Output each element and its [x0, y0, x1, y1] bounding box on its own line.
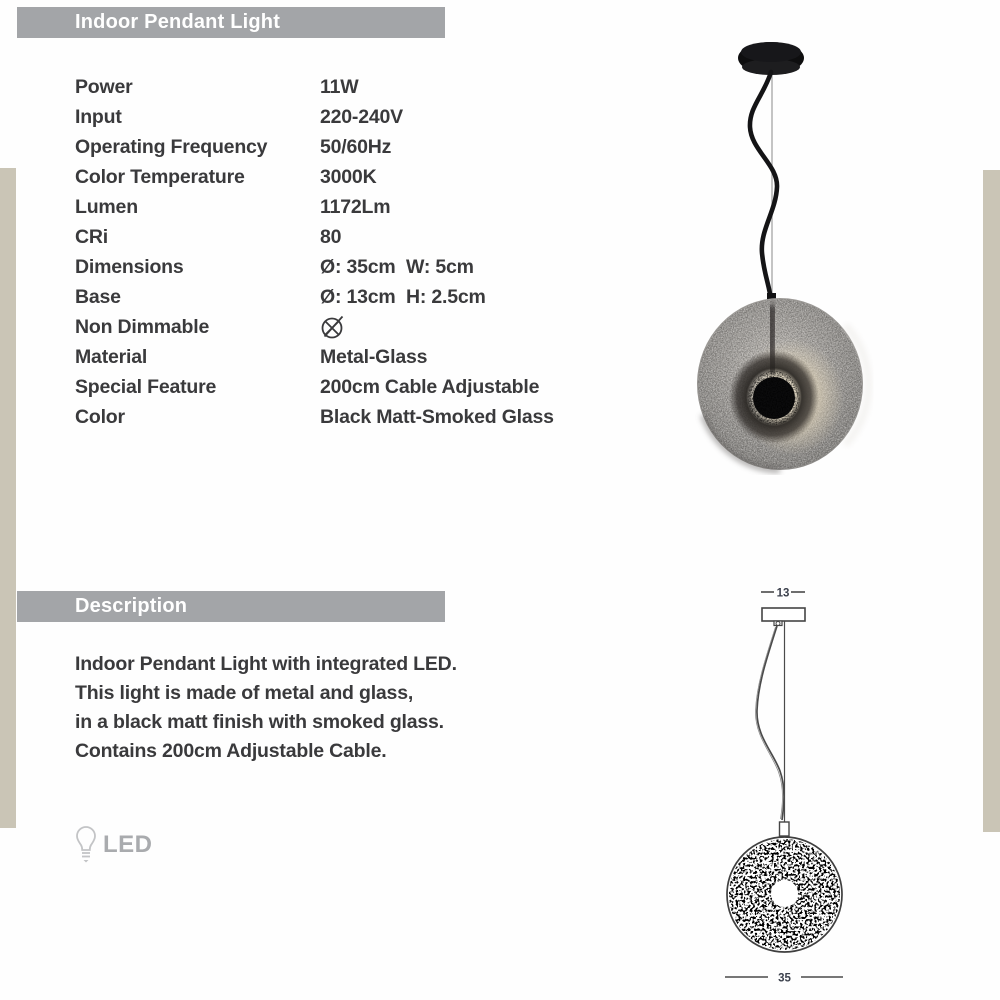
page-title: Indoor Pendant Light — [75, 11, 281, 33]
table-row — [75, 192, 595, 222]
led-badge — [75, 824, 153, 866]
led-label: LED — [103, 831, 153, 858]
spec-value: Metal-Glass — [320, 345, 428, 368]
product-title-bar — [17, 7, 445, 38]
spec-label: Operating Frequency — [75, 135, 268, 158]
table-row — [75, 72, 595, 102]
spec-value: 50/60Hz — [320, 135, 392, 158]
spec-label: Color Temperature — [75, 165, 245, 188]
table-row — [75, 342, 595, 372]
description-title-bar — [17, 591, 445, 622]
description-title: Description — [75, 595, 188, 617]
table-row — [75, 402, 595, 432]
spec-value — [320, 313, 346, 341]
spec-value: 200cm Cable Adjustable — [320, 375, 540, 398]
spec-label: Lumen — [75, 195, 138, 218]
power-cable — [750, 72, 777, 301]
spec-value: 1172Lm — [320, 195, 391, 218]
non-dimmable-icon — [320, 313, 346, 341]
canopy-width-dimension — [761, 588, 805, 600]
spec-value: 3000K — [320, 165, 377, 188]
drawing-disc — [727, 837, 842, 952]
spec-value: 11W — [320, 75, 359, 98]
table-row — [75, 102, 595, 132]
shade-diameter-dimension — [725, 973, 843, 985]
table-row — [75, 372, 595, 402]
spec-label: Input — [75, 105, 122, 128]
spec-value: Ø: 13cm H: 2.5cm — [320, 285, 486, 308]
dimension-drawing — [660, 560, 1000, 1000]
spec-label: Non Dimmable — [75, 315, 210, 338]
description-body — [75, 650, 495, 766]
glass-disc-shade — [697, 298, 869, 470]
table-row — [75, 312, 595, 342]
drawing-connector — [780, 822, 790, 836]
table-row — [75, 162, 595, 192]
spec-label: Dimensions — [75, 255, 184, 278]
spec-table — [75, 72, 595, 432]
left-edge-strip — [0, 168, 16, 828]
drawing-canopy — [762, 608, 805, 626]
spec-value: Black Matt-Smoked Glass — [320, 405, 554, 428]
spec-label: Special Feature — [75, 375, 217, 398]
description-line: in a black matt finish with smoked glass. — [75, 711, 444, 733]
spec-label: Material — [75, 345, 148, 368]
bulb-icon — [75, 824, 97, 866]
spec-label: Base — [75, 285, 121, 308]
canopy-width-label: 13 — [776, 587, 790, 600]
description-line: Contains 200cm Adjustable Cable. — [75, 740, 387, 762]
table-row — [75, 222, 595, 252]
description-line: Indoor Pendant Light with integrated LED. — [75, 653, 457, 675]
drawing-cable — [755, 626, 784, 820]
shade-diameter-label: 35 — [778, 972, 791, 985]
spec-value: 220-240V — [320, 105, 403, 128]
spec-label: Color — [75, 405, 125, 428]
table-row — [75, 252, 595, 282]
spec-value: 80 — [320, 225, 342, 248]
description-line: This light is made of metal and glass, — [75, 682, 414, 704]
table-row — [75, 282, 595, 312]
spec-label: Power — [75, 75, 133, 98]
spec-label: CRi — [75, 225, 108, 248]
spec-value: Ø: 35cm W: 5cm — [320, 255, 474, 278]
product-photo — [640, 25, 920, 475]
table-row — [75, 132, 595, 162]
